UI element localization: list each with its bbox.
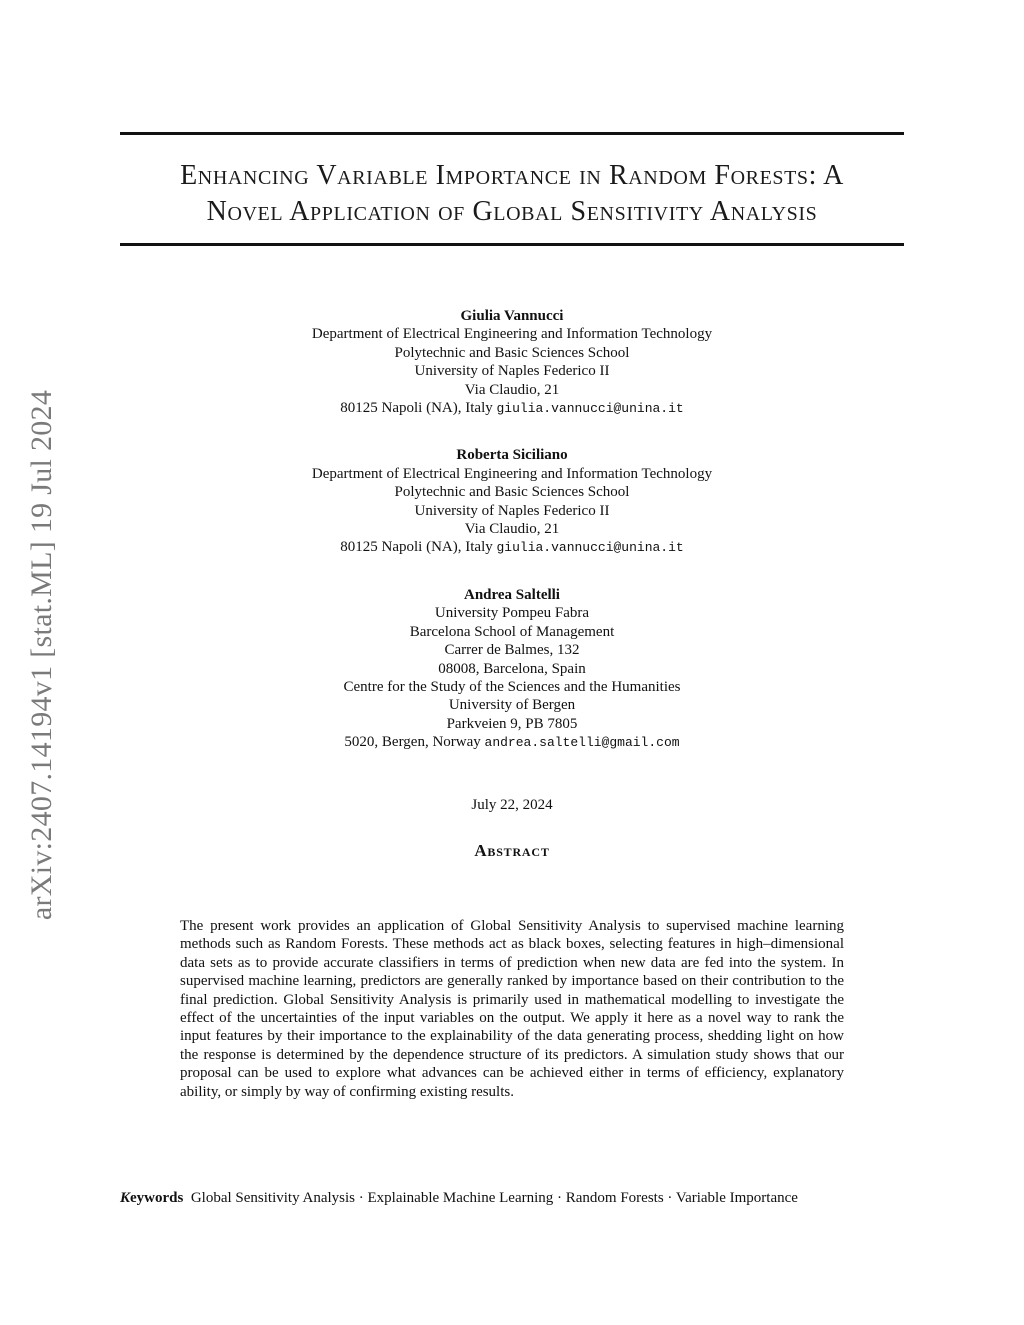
affiliation-line: Via Claudio, 21 (464, 381, 560, 398)
author-email[interactable]: giulia.vannucci@unina.it (496, 401, 684, 417)
keywords-label-rest: eywords (130, 1190, 184, 1206)
author-email[interactable]: giulia.vannucci@unina.it (496, 540, 684, 556)
affiliation-line: Centre for the Study of the Sciences and the Humanities (343, 678, 681, 695)
author-name: Giulia Vannucci (460, 308, 564, 324)
affiliation-line: Barcelona School of Management (409, 623, 615, 640)
keywords-label-initial: K (120, 1190, 131, 1206)
affiliation-line: University of Naples Federico II (414, 502, 610, 519)
address-line (200, 733, 824, 752)
address-text: 5020, Bergen, Norway (344, 734, 481, 751)
affiliation-line: Parkveien 9, PB 7805 (446, 715, 578, 732)
author-list (200, 307, 824, 781)
author-email[interactable]: andrea.saltelli@gmail.com (484, 735, 680, 751)
title-top-rule (120, 132, 904, 135)
affiliation-line: Polytechnic and Basic Sciences School (394, 484, 630, 501)
address-line (200, 538, 824, 557)
author-block (200, 446, 824, 557)
affiliation-line: 08008, Barcelona, Spain (438, 660, 586, 677)
affiliation-line: University of Bergen (448, 697, 576, 714)
keywords-line (120, 1190, 920, 1207)
paper-title (100, 158, 924, 230)
author-name: Andrea Saltelli (464, 586, 560, 603)
address-text: 80125 Napoli (NA), Italy (340, 539, 493, 556)
affiliation-line: Polytechnic and Basic Sciences School (394, 344, 630, 361)
affiliation-line: Department of Electrical Engineering and Information Technology (311, 326, 713, 343)
author-name: Roberta Siciliano (456, 447, 568, 464)
affiliation-line: Carrer de Balmes, 132 (444, 642, 580, 659)
address-line (200, 399, 824, 418)
keywords-text: Global Sensitivity Analysis · Explainable Machine Learning · Random Forests · Variable Importance (190, 1190, 798, 1206)
affiliation-line: University Pompeu Fabra (434, 605, 590, 622)
abstract-heading: Abstract (474, 841, 550, 860)
title-line-2: Novel Application of Global Sensitivity Analysis (206, 196, 818, 227)
title-line-1: Enhancing Variable Importance in Random Forests: A (180, 160, 844, 191)
publication-date: July 22, 2024 (471, 797, 553, 813)
affiliation-line: University of Naples Federico II (414, 363, 610, 380)
title-bottom-rule (120, 243, 904, 246)
arxiv-identifier-stamp: arXiv:2407.14194v1 [stat.ML] 19 Jul 2024 (25, 389, 58, 921)
affiliation-line: Department of Electrical Engineering and Information Technology (311, 465, 713, 482)
affiliation-line: Via Claudio, 21 (464, 521, 560, 538)
author-block (200, 307, 824, 418)
abstract-text: The present work provides an application of Global Sensitivity Analysis to supervised machine learning methods such as Random Forests. These methods act as black boxes, selecting features in high–dimensional data sets as to provide accurate classifiers in terms of prediction when new data are fed into the system. In supervised machine learning, predictors are generally ranked by importance based on their contribution to the final prediction. Global Sensitivity Analysis is primarily used in mathematical modelling to investigate the effect of the uncertainties of the input variables on the output. We apply it here as a novel way to rank the input features by their importance to the explainability of the data generating process, shedding light on how the response is determined by the dependence structure of its predictors. A simulation study shows that our proposal can be used to explore what advances can be achieved either in terms of efficiency, explanatory ability, or simply by way of confirming existing results. (180, 918, 844, 1100)
author-block (200, 586, 824, 753)
address-text: 80125 Napoli (NA), Italy (340, 400, 493, 417)
keywords-label (120, 1190, 183, 1206)
